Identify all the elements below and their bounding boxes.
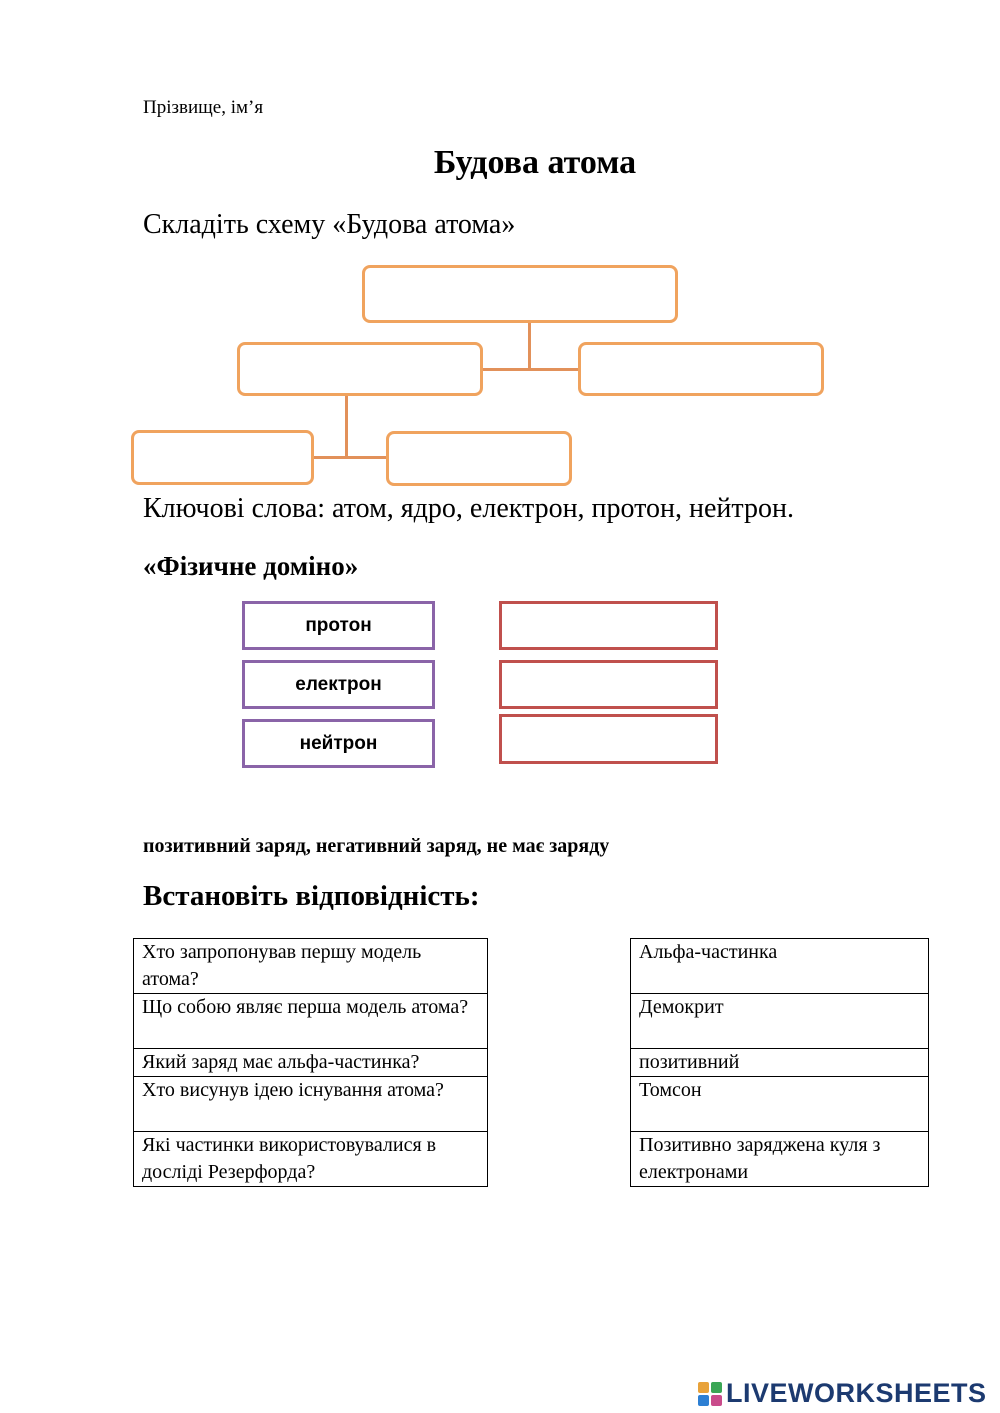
scheme-box-left[interactable] (237, 342, 483, 396)
question-cell[interactable]: Хто висунув ідею існування атома? (134, 1077, 488, 1132)
particle-card: протон (242, 601, 435, 650)
task1-instruction: Складіть схему «Будова атома» (143, 209, 516, 240)
question-cell[interactable]: Які частинки використовувалися в досліді Резерфорда? (134, 1132, 488, 1187)
question-cell[interactable]: Що собою являє перша модель атома? (134, 994, 488, 1049)
logo-square (698, 1382, 709, 1393)
particle-card: нейтрон (242, 719, 435, 768)
answer-cell[interactable]: Позитивно заряджена куля з електронами (631, 1132, 929, 1187)
scheme-box-right[interactable] (578, 342, 824, 396)
logo-text: LIVEWORKSHEETS (726, 1378, 987, 1408)
scheme-box-bottom-right[interactable] (386, 431, 572, 486)
charge-answer-box[interactable] (499, 714, 718, 764)
logo-square (698, 1395, 709, 1406)
matching-title: Встановіть відповідність: (143, 880, 480, 912)
connector-top-horizontal (481, 368, 580, 371)
logo-icon (698, 1382, 722, 1406)
domino-title: «Фізичне доміно» (143, 551, 359, 581)
logo-square (711, 1382, 722, 1393)
logo-square (711, 1395, 722, 1406)
answer-cell[interactable]: Альфа-частинка (631, 939, 929, 994)
answer-cell[interactable]: Демокрит (631, 994, 929, 1049)
charge-answer-box[interactable] (499, 660, 718, 709)
name-label: Прізвище, ім’я (143, 97, 264, 118)
answer-cell[interactable]: позитивний (631, 1049, 929, 1077)
question-cell[interactable]: Який заряд має альфа-частинка? (134, 1049, 488, 1077)
charges-hint: позитивний заряд, негативний заряд, не має заряду (143, 835, 610, 857)
keywords-text: Ключові слова: атом, ядро, електрон, протон, нейтрон. (143, 493, 794, 524)
scheme-box-bottom-left[interactable] (131, 430, 314, 485)
answers-table (630, 938, 929, 1187)
questions-table (133, 938, 488, 1187)
connector-bottom-vertical (345, 393, 348, 458)
connector-top-vertical (528, 320, 531, 370)
liveworksheets-logo (698, 1378, 987, 1409)
answer-cell[interactable]: Томсон (631, 1077, 929, 1132)
scheme-box-atom[interactable] (362, 265, 678, 323)
connector-bottom-horizontal (311, 456, 388, 459)
question-cell[interactable]: Хто запропонував першу модель атома? (134, 939, 488, 994)
particle-card: електрон (242, 660, 435, 709)
page-title: Будова атома (433, 144, 637, 181)
charge-answer-box[interactable] (499, 601, 718, 650)
